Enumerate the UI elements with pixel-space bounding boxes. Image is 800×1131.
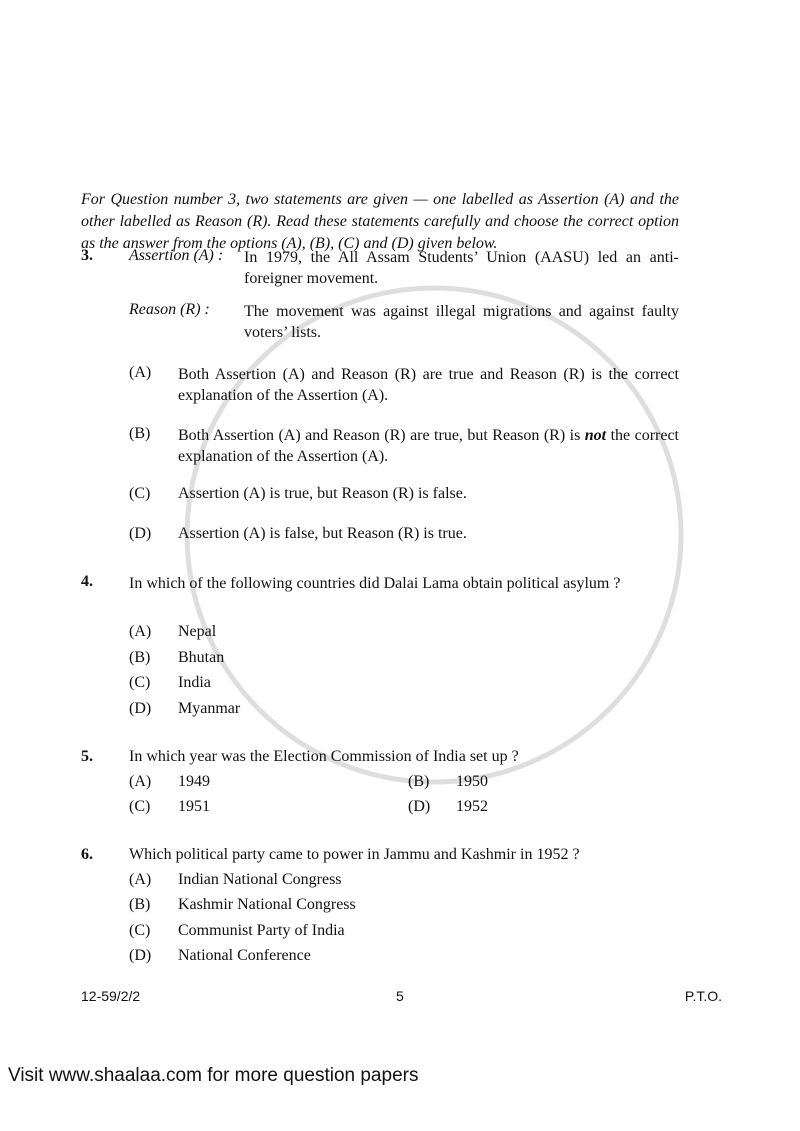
option-text: Assertion (A) is false, but Reason (R) is true. xyxy=(178,525,467,542)
option-text: Nepal xyxy=(178,623,217,640)
option-key: (C) xyxy=(129,798,151,815)
option-text: 1950 xyxy=(456,773,488,790)
option-text: 1952 xyxy=(456,798,488,815)
question-text: In which year was the Election Commission of India set up ? xyxy=(129,748,519,765)
option-key: (A) xyxy=(129,773,152,790)
instructions: For Question number 3, two statements are given — one labelled as Assertion (A) and the other labelled as Reason (R). Read these statements carefully and choose the correct option as the answer from the options (A), (B), (C) and (D) given below. xyxy=(81,191,679,252)
option-key: (C) xyxy=(129,485,151,502)
option-text: Assertion (A) is true, but Reason (R) is false. xyxy=(178,485,467,502)
option-text: 1951 xyxy=(178,798,210,815)
question-number: 4. xyxy=(81,573,93,590)
option-text: 1949 xyxy=(178,773,210,790)
option-key: (C) xyxy=(129,674,151,691)
option-key: (B) xyxy=(408,773,430,790)
reason-text: The movement was against illegal migrations and against faulty voters’ lists. xyxy=(244,303,679,341)
option-key: (B) xyxy=(129,425,151,442)
option-text: National Conference xyxy=(178,947,311,964)
assertion-text: In 1979, the All Assam Students’ Union (AASU) led an anti-foreigner movement. xyxy=(244,249,679,287)
paper-code: 12-59/2/2 xyxy=(81,988,141,1004)
option-key: (B) xyxy=(129,896,151,913)
question-number: 6. xyxy=(81,846,93,863)
pto-label: P.T.O. xyxy=(684,988,722,1004)
question-number: 5. xyxy=(81,748,93,765)
option-text: Bhutan xyxy=(178,649,225,666)
question-text: In which of the following countries did Dalai Lama obtain political asylum ? xyxy=(129,575,621,592)
option-text-pre: Both Assertion (A) and Reason (R) are true, but Reason (R) is xyxy=(178,427,585,444)
option-text: Kashmir National Congress xyxy=(178,896,356,913)
option-key: (D) xyxy=(408,798,431,815)
option-text: Communist Party of India xyxy=(178,922,345,939)
option-text: Both Assertion (A) and Reason (R) are true and Reason (R) is the correct explanation of the Assertion (A). xyxy=(178,366,679,404)
option-key: (A) xyxy=(129,364,152,381)
option-key: (D) xyxy=(129,525,152,542)
option-text xyxy=(178,425,679,467)
option-text: Myanmar xyxy=(178,700,241,717)
page-number: 5 xyxy=(396,988,404,1004)
visit-banner: Visit www.shaalaa.com for more question papers xyxy=(8,1065,419,1086)
option-key: (C) xyxy=(129,922,151,939)
option-key: (A) xyxy=(129,871,152,888)
option-text: Indian National Congress xyxy=(178,871,342,888)
option-key: (D) xyxy=(129,947,152,964)
option-text-post: the correct explanation of the Assertion (A). xyxy=(178,427,679,465)
option-key: (D) xyxy=(129,700,152,717)
question-text: Which political party came to power in Jammu and Kashmir in 1952 ? xyxy=(129,846,580,863)
option-key: (B) xyxy=(129,649,151,666)
reason-label: Reason (R) : xyxy=(129,301,210,318)
option-key: (A) xyxy=(129,623,152,640)
question-number: 3. xyxy=(81,247,93,264)
option-text: India xyxy=(178,674,211,691)
assertion-label: Assertion (A) : xyxy=(129,247,224,264)
option-text-emphasis: not xyxy=(584,427,607,444)
